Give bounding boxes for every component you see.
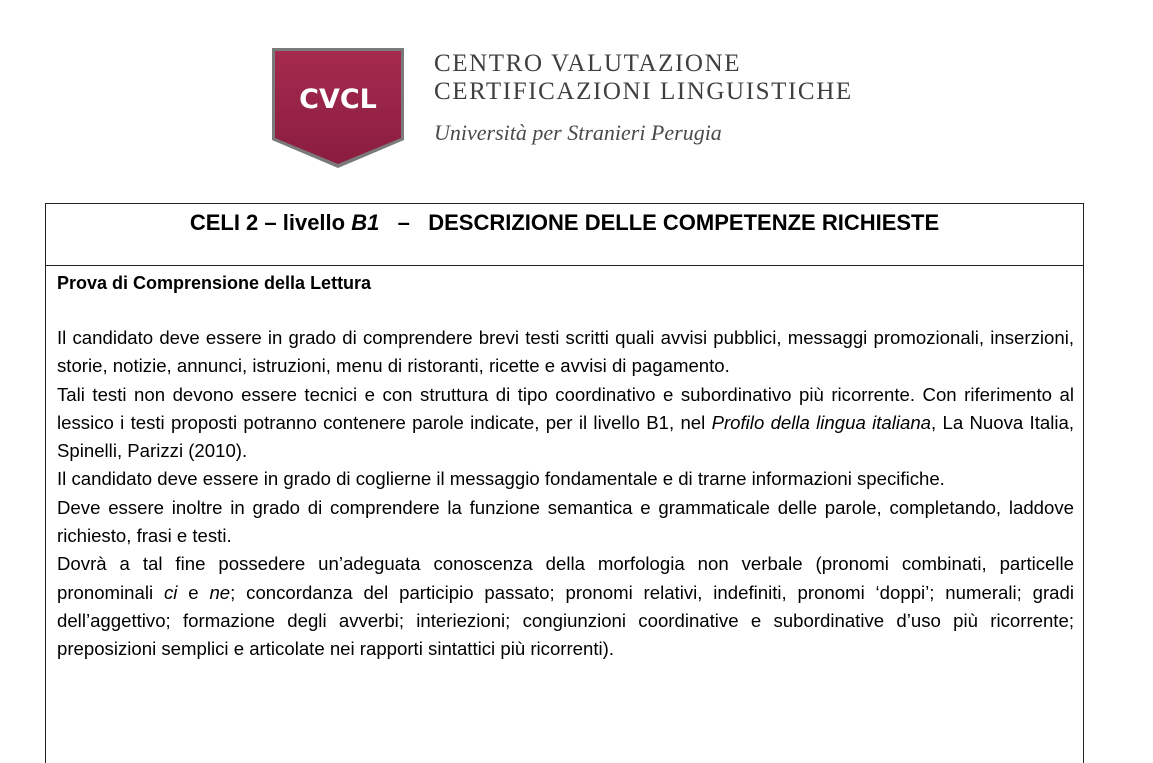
description-table: [45, 203, 1084, 763]
cvcl-logo: [266, 44, 410, 172]
org-name-line1: CENTRO VALUTAZIONE: [434, 50, 742, 77]
paragraph-3: Il candidato deve essere in grado di coglierne il messaggio fondamentale e di trarne informazioni specifiche.: [57, 468, 945, 490]
book-title: Profilo della lingua italiana: [711, 411, 932, 433]
document-header: [0, 0, 1153, 190]
section-heading: Prova di Comprensione della Lettura: [57, 273, 372, 293]
logo-text: CVCL: [299, 83, 377, 115]
paragraph-5-start: Dovrà a tal fine possedere un’adeguata conoscenza della morfologia non verbale (pronomi combinati, particelle pronominali: [57, 553, 1074, 603]
conjunction-e: e: [177, 581, 210, 603]
title-row: [46, 204, 1083, 266]
term-ne: ne: [209, 581, 231, 603]
title-level: B1: [351, 210, 380, 235]
paragraph-5-end: ; concordanza del participio passato; pronomi relativi, indefiniti, pronomi ‘doppi’; numerali; gradi dell’aggettivo; formazione degli avverbi; interiezioni; congiunzioni coordinative e subordinative d’uso più ricorrente; preposizioni semplici e articolate nei rapporti sintattici più ricorrenti).: [57, 581, 1074, 660]
paragraph-2-end: , La Nuova Italia, Spinelli, Parizzi (2010).: [57, 411, 1074, 462]
org-name-line2: CERTIFICAZIONI LINGUISTICHE: [434, 78, 853, 105]
paragraph-5: [57, 550, 1074, 663]
paragraph-2-start: Tali testi non devono essere tecnici e con struttura di tipo coordinativo e subordinativo più ricorrente. Con riferimento al lessico i testi proposti potranno contenere parole indicate, per il livello B1, nel: [57, 383, 1074, 433]
section-content: [57, 270, 1074, 664]
paragraph-4: Deve essere inoltre in grado di comprendere la funzione semantica e grammaticale delle parole, completando, laddove richiesto, frasi e testi.: [57, 496, 1074, 547]
term-ci: ci: [163, 581, 178, 603]
title-suffix: – DESCRIZIONE DELLE COMPETENZE RICHIESTE: [379, 210, 940, 235]
org-subtitle: Università per Stranieri Perugia: [434, 120, 722, 145]
paragraph-1: Il candidato deve essere in grado di comprendere brevi testi scritti quali avvisi pubblici, messaggi promozionali, inserzioni, storie, notizie, annunci, istruzioni, menu di ristoranti, ricette e avvisi di pagamento.: [57, 327, 1074, 377]
page-title: [46, 210, 1083, 236]
paragraph-2: [57, 381, 1074, 466]
title-prefix: CELI 2 – livello: [189, 210, 352, 235]
